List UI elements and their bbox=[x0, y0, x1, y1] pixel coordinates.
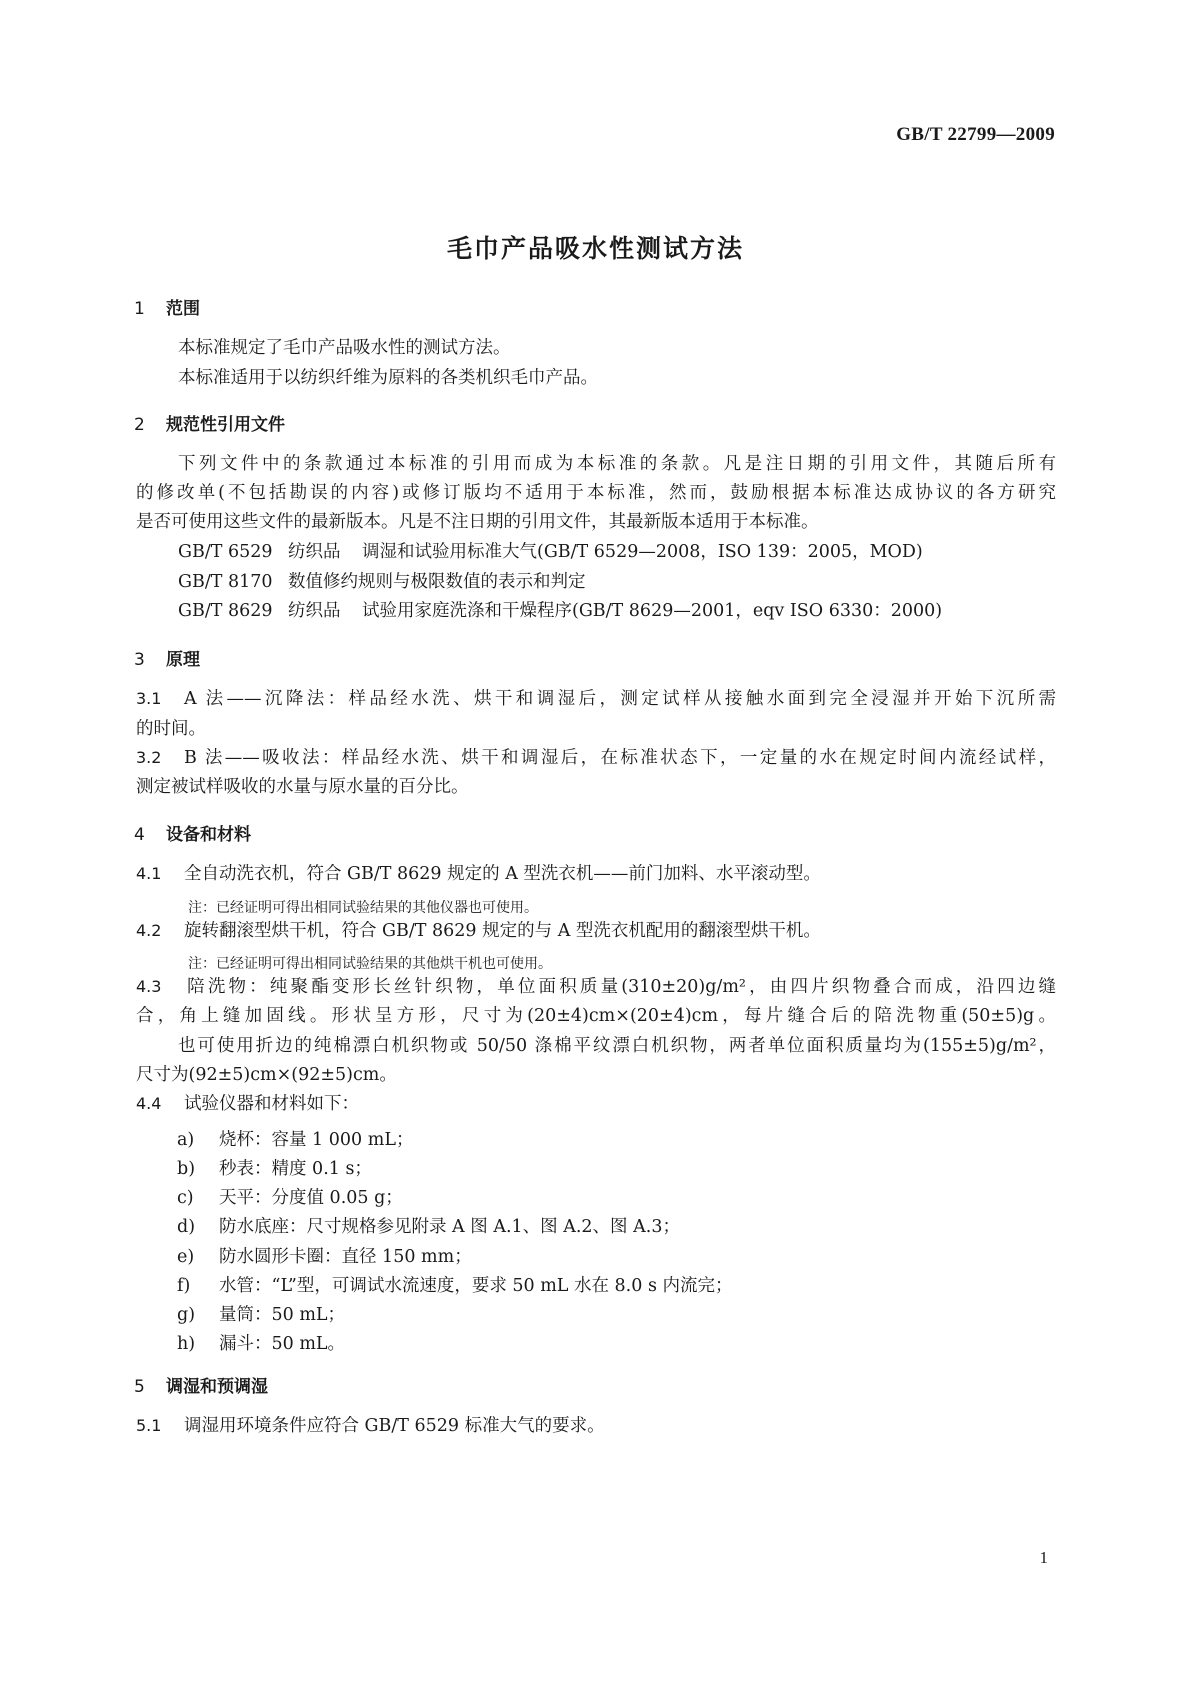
clause-4-3-line-2: 合，角上缝加固线。形状呈方形，尺寸为(20±4)cm×(20±4)cm，每片缝合后的陪洗物重(50±5)g。 bbox=[136, 1006, 1056, 1026]
reference-item bbox=[178, 603, 942, 621]
list-label: f) bbox=[177, 1276, 191, 1296]
section-title: 原理 bbox=[166, 650, 200, 670]
clause-4-3-line-1 bbox=[136, 979, 1056, 997]
clause-text: 调湿用环境条件应符合 GB/T 6529 标准大气的要求。 bbox=[184, 1416, 605, 1436]
clause-text: B 法——吸收法：样品经水洗、烘干和调湿后，在标准状态下，一定量的水在规定时间内流经试样， bbox=[184, 748, 1056, 768]
list-item bbox=[177, 1301, 345, 1326]
clause-3-1-line-1 bbox=[136, 691, 1056, 709]
reference-name: 纺织品 bbox=[288, 601, 341, 621]
reference-code: GB/T 8629 bbox=[178, 601, 273, 621]
normative-intro-line-2: 的修改单(不包括勘误的内容)或修订版均不适用于本标准，然而，鼓励根据本标准达成协议的各方研究 bbox=[136, 483, 1056, 503]
list-text: 量筒：50 mL； bbox=[219, 1305, 346, 1325]
section-5-heading bbox=[134, 1372, 268, 1397]
list-label: b) bbox=[177, 1159, 196, 1179]
list-text: 秒表：精度 0.1 s； bbox=[219, 1159, 372, 1179]
standard-code: GB/T 22799—2009 bbox=[896, 124, 1055, 145]
clause-3-2-line-2: 测定被试样吸收的水量与原水量的百分比。 bbox=[136, 777, 469, 797]
list-item bbox=[177, 1213, 680, 1238]
clause-3-2-line-1 bbox=[136, 750, 1056, 768]
section-number: 3 bbox=[134, 650, 145, 670]
section-1-heading bbox=[134, 294, 200, 319]
clause-4-3-line-3: 也可使用折边的纯棉漂白机织物或 50/50 涤棉平纹漂白机织物，两者单位面积质量均为(155±5)g/m²， bbox=[178, 1036, 1056, 1056]
section-title: 调湿和预调湿 bbox=[166, 1377, 268, 1397]
reference-code: GB/T 8170 bbox=[178, 572, 273, 592]
clause-4-2 bbox=[136, 923, 821, 941]
normative-intro-line-3: 是否可使用这些文件的最新版本。凡是不注日期的引用文件，其最新版本适用于本标准。 bbox=[136, 512, 819, 532]
list-item bbox=[177, 1126, 413, 1151]
list-label: e) bbox=[177, 1247, 195, 1267]
clause-number: 4.3 bbox=[136, 977, 162, 996]
page-number: 1 bbox=[1039, 1548, 1048, 1567]
reference-item bbox=[178, 574, 586, 592]
scope-paragraph-2: 本标准适用于以纺织纤维为原料的各类机织毛巾产品。 bbox=[178, 368, 598, 388]
section-number: 1 bbox=[134, 299, 145, 319]
reference-desc: 试验用家庭洗涤和干燥程序(GB/T 8629—2001，eqv ISO 6330：2000) bbox=[362, 601, 943, 621]
list-text: 防水底座：尺寸规格参见附录 A 图 A.1、图 A.2、图 A.3； bbox=[219, 1217, 680, 1237]
list-text: 天平：分度值 0.05 g； bbox=[219, 1188, 403, 1208]
section-2-heading bbox=[134, 410, 285, 435]
clause-text: 旋转翻滚型烘干机，符合 GB/T 8629 规定的与 A 型洗衣机配用的翻滚型烘干机。 bbox=[184, 921, 821, 941]
clause-5-1 bbox=[136, 1418, 605, 1436]
list-label: a) bbox=[177, 1130, 195, 1150]
clause-number: 4.1 bbox=[136, 864, 162, 883]
list-item bbox=[177, 1330, 345, 1355]
list-item bbox=[177, 1184, 403, 1209]
document-title: 毛巾产品吸水性测试方法 bbox=[446, 234, 744, 263]
list-text: 烧杯：容量 1 000 mL； bbox=[219, 1130, 414, 1150]
clause-text: 全自动洗衣机，符合 GB/T 8629 规定的 A 型洗衣机——前门加料、水平滚动型。 bbox=[184, 864, 821, 884]
clause-4-3-line-4: 尺寸为(92±5)cm×(92±5)cm。 bbox=[136, 1065, 397, 1085]
section-title: 规范性引用文件 bbox=[166, 415, 285, 435]
section-title: 设备和材料 bbox=[166, 825, 251, 845]
reference-desc: 调湿和试验用标准大气(GB/T 6529—2008，ISO 139：2005，MOD) bbox=[362, 542, 923, 562]
clause-number: 5.1 bbox=[136, 1416, 162, 1435]
section-number: 2 bbox=[134, 415, 145, 435]
section-4-heading bbox=[134, 820, 251, 845]
list-label: g) bbox=[177, 1305, 196, 1325]
section-title: 范围 bbox=[166, 299, 200, 319]
list-item bbox=[177, 1272, 733, 1297]
clause-text: 陪洗物：纯聚酯变形长丝针织物，单位面积质量(310±20)g/m²，由四片织物叠合而成，沿四边缝 bbox=[184, 977, 1056, 997]
reference-name: 纺织品 bbox=[288, 542, 341, 562]
clause-4-1 bbox=[136, 866, 821, 884]
note-4-2: 注：已经证明可得出相同试验结果的其他烘干机也可使用。 bbox=[188, 956, 552, 972]
list-item bbox=[177, 1155, 372, 1180]
list-label: c) bbox=[177, 1188, 194, 1208]
clause-text: A 法——沉降法：样品经水洗、烘干和调湿后，测定试样从接触水面到完全浸湿并开始下沉所需 bbox=[184, 689, 1056, 709]
clause-number: 4.2 bbox=[136, 921, 162, 940]
section-number: 5 bbox=[134, 1377, 145, 1397]
clause-number: 3.1 bbox=[136, 689, 162, 708]
reference-item bbox=[178, 544, 923, 562]
section-3-heading bbox=[134, 645, 200, 670]
list-label: d) bbox=[177, 1217, 196, 1237]
note-4-1: 注：已经证明可得出相同试验结果的其他仪器也可使用。 bbox=[188, 900, 538, 916]
clause-4-4 bbox=[136, 1096, 359, 1114]
list-text: 漏斗：50 mL。 bbox=[219, 1334, 346, 1354]
section-number: 4 bbox=[134, 825, 145, 845]
reference-code: GB/T 6529 bbox=[178, 542, 273, 562]
clause-number: 4.4 bbox=[136, 1094, 162, 1113]
list-item bbox=[177, 1243, 472, 1268]
normative-intro-line-1: 下列文件中的条款通过本标准的引用而成为本标准的条款。凡是注日期的引用文件，其随后所有 bbox=[178, 454, 1056, 474]
scope-paragraph-1: 本标准规定了毛巾产品吸水性的测试方法。 bbox=[178, 338, 511, 358]
list-text: 防水圆形卡圈：直径 150 mm； bbox=[219, 1247, 472, 1267]
reference-desc: 数值修约规则与极限数值的表示和判定 bbox=[288, 572, 586, 592]
clause-number: 3.2 bbox=[136, 748, 162, 767]
clause-3-1-line-2: 的时间。 bbox=[136, 719, 206, 739]
list-label: h) bbox=[177, 1334, 196, 1354]
list-text: 水管：“L”型，可调试水流速度，要求 50 mL 水在 8.0 s 内流完； bbox=[219, 1276, 733, 1296]
clause-text: 试验仪器和材料如下： bbox=[184, 1094, 359, 1114]
